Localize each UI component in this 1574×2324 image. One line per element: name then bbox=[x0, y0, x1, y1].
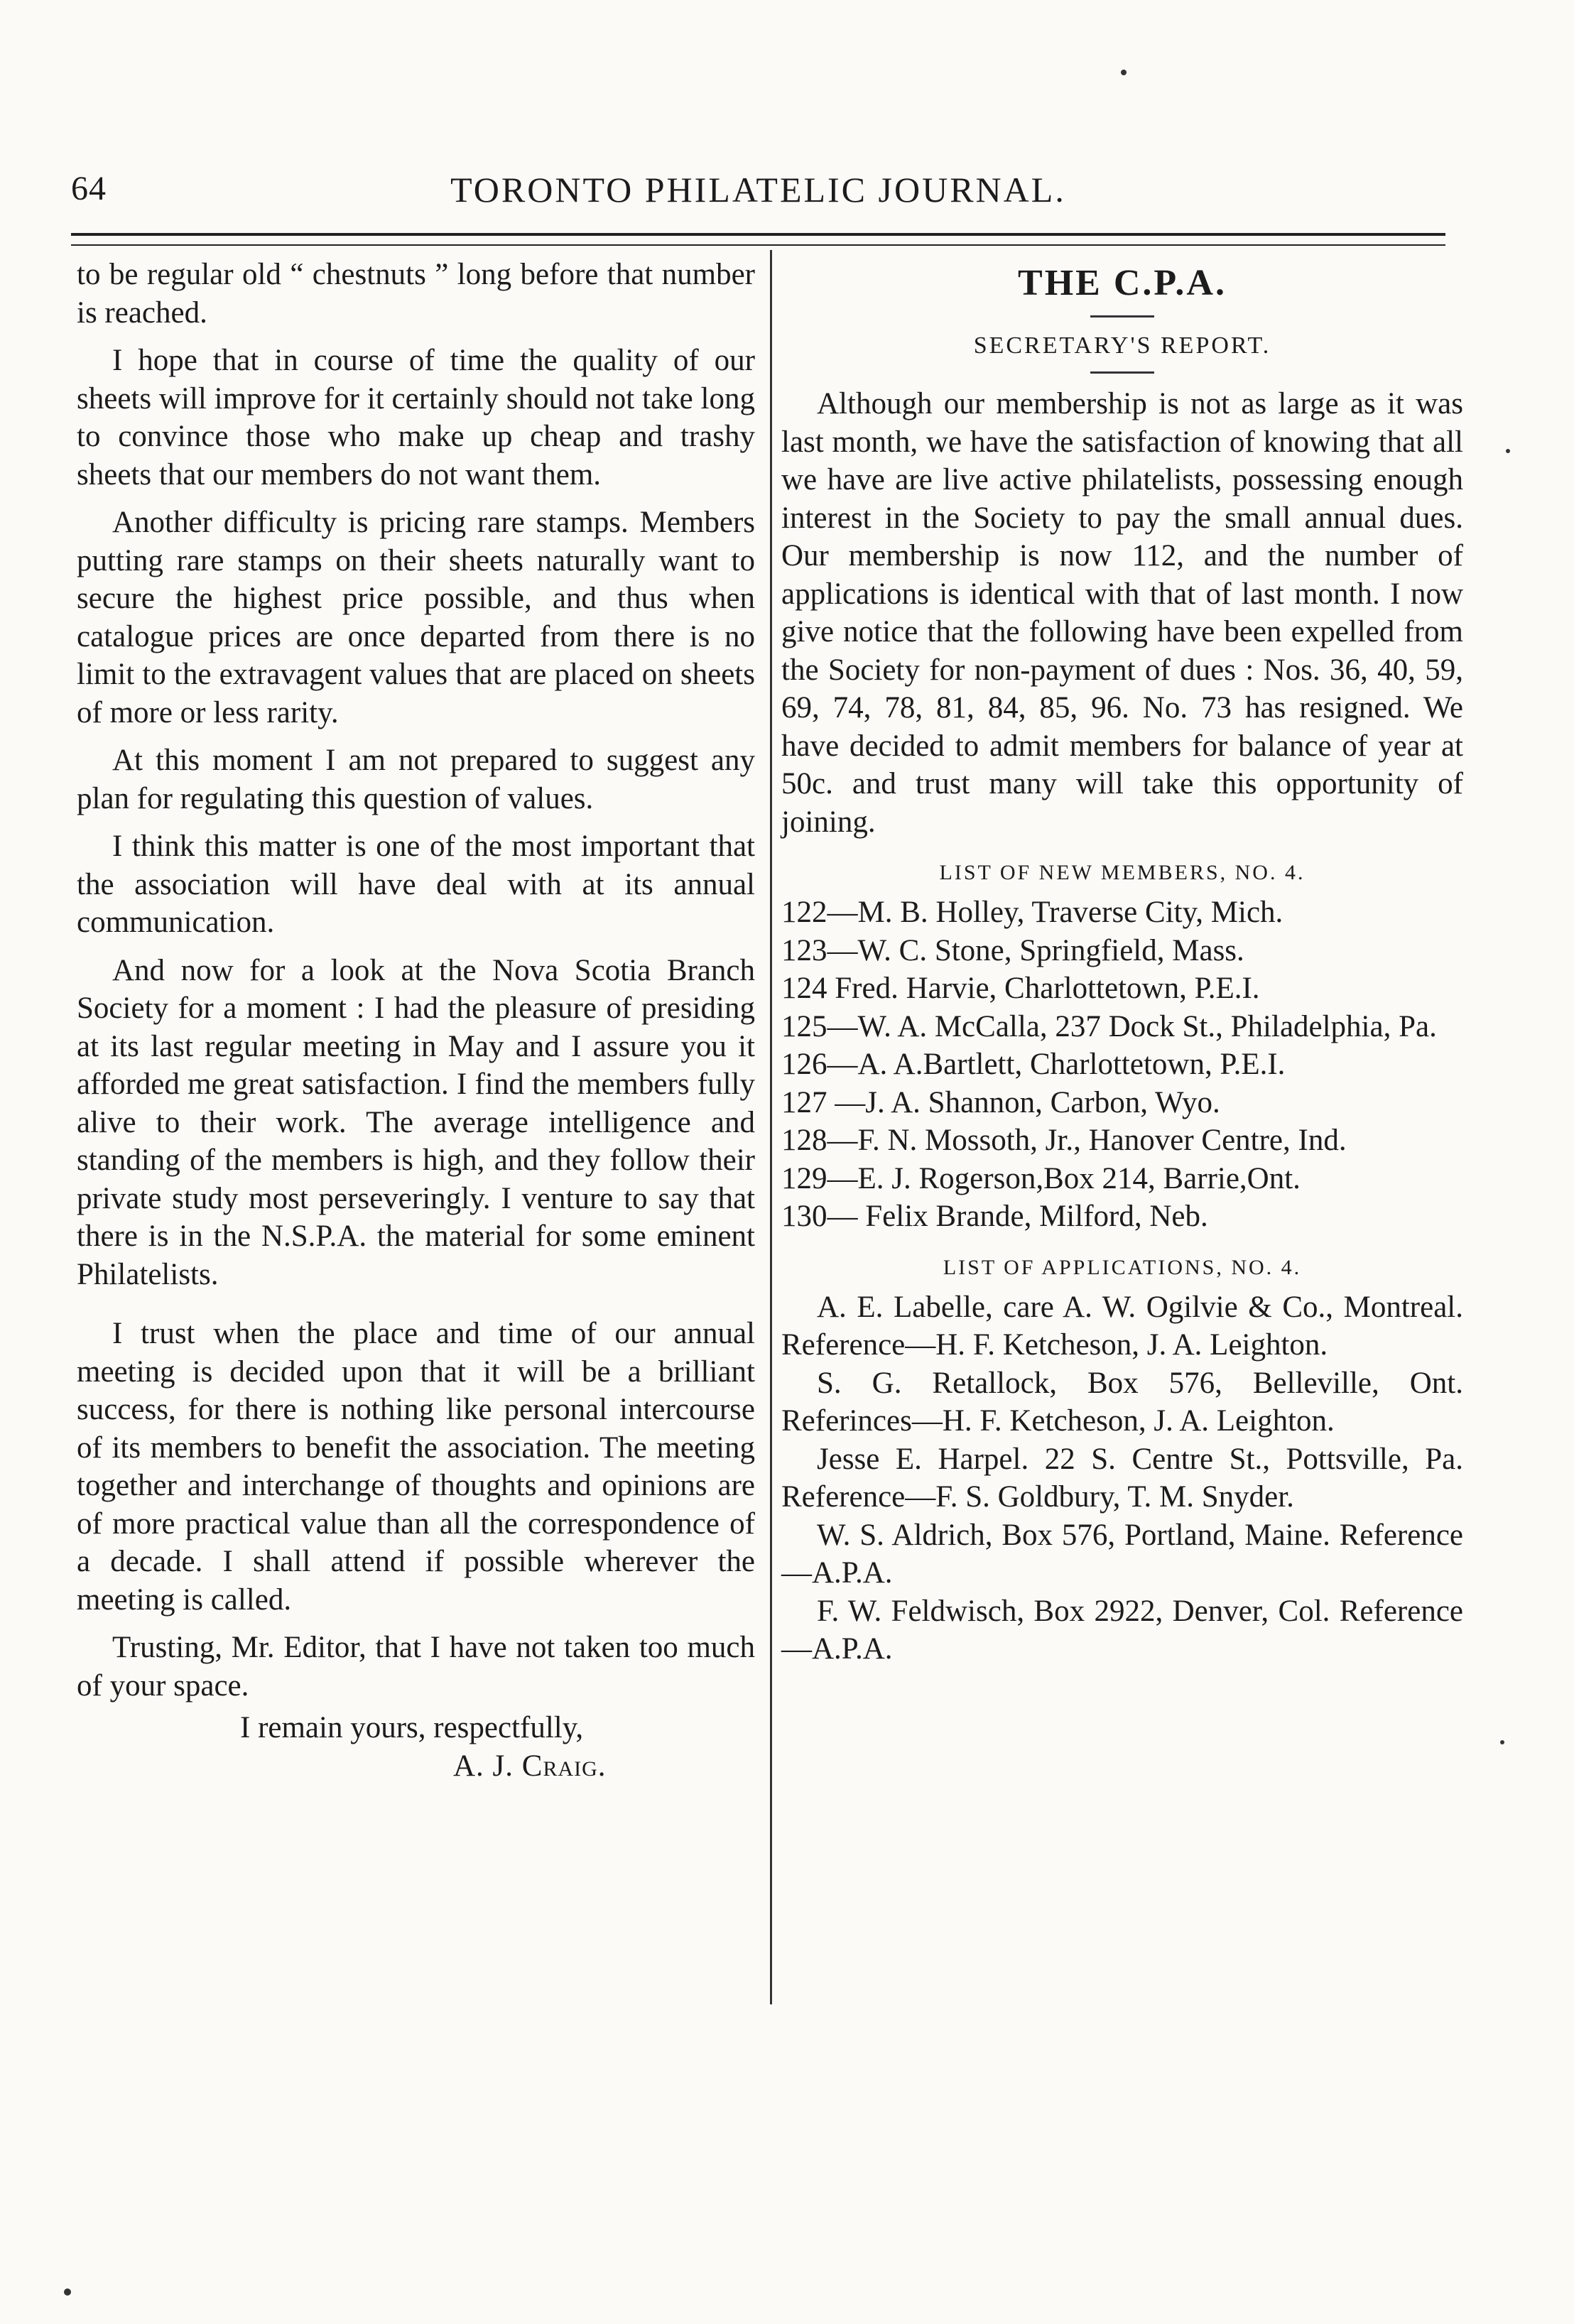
secretary-report: Although our membership is not as large as it was last month, we have the satisfaction of knowing that all we have are live active philatelists, possessing enough interest in the Society to pay the small annual dues. Our membership is now 112, and the number of applications is identical with that of last month. I now give notice that the following have been expelled from the Society for non-payment of dues : Nos. 36, 40, 59, 69, 74, 78, 81, 84, 85, 96. No. 73 has resigned. We have decided to admit members for balance of year at 50c. and trust many will take this opportunity of joining. bbox=[781, 387, 1463, 839]
list-item: W. S. Aldrich, Box 576, Portland, Maine. Reference—A.P.A. bbox=[781, 1518, 1463, 1590]
column-divider bbox=[770, 250, 772, 2004]
section-title: THE C.P.A. bbox=[1018, 263, 1227, 303]
list-item: A. E. Labelle, care A. W. Ogilvie & Co., Montreal. Reference—H. F. Ketcheson, J. A. Leighton. bbox=[781, 1290, 1463, 1362]
letter-closing: I remain yours, respectfully, bbox=[240, 1711, 584, 1744]
left-column bbox=[77, 256, 755, 1785]
right-column bbox=[781, 256, 1463, 1668]
letter-signature: A. J. Craig. bbox=[453, 1749, 607, 1783]
paragraph: I trust when the place and time of our annual meeting is decided upon that it will be a brilliant success, for there is nothing like personal intercourse of its members to benefit the association. The meeting together and interchange of thoughts and opinions are of more practical value than all the correspondence of a decade. I shall attend if possible wherever the meeting is called. bbox=[77, 1317, 755, 1617]
paragraph: I think this matter is one of the most important that the association will have deal with at its annual communication. bbox=[77, 830, 755, 939]
subtitle-rule bbox=[1090, 371, 1154, 374]
list-item: 122—M. B. Holley, Traverse City, Mich. bbox=[781, 896, 1283, 929]
page-number: 64 bbox=[71, 170, 107, 207]
applications-heading: LIST OF APPLICATIONS, NO. 4. bbox=[943, 1255, 1302, 1279]
page-header bbox=[71, 169, 1445, 219]
paragraph: At this moment I am not prepared to suggest any plan for regulating this question of values. bbox=[77, 744, 755, 815]
section-subtitle: SECRETARY'S REPORT. bbox=[973, 332, 1271, 359]
title-rule bbox=[1090, 315, 1154, 317]
paragraph: I hope that in course of time the quality of our sheets will improve for it certainly should not take long to convince those who make up cheap and trashy sheets that our members do not want them. bbox=[77, 344, 755, 492]
list-item: 125—W. A. McCalla, 237 Dock St., Philadelphia, Pa. bbox=[781, 1009, 1437, 1043]
paragraph: And now for a look at the Nova Scotia Branch Society for a moment : I had the pleasure of presiding at its last regular meeting in May and I assure you it afforded me great satisfaction. I find the members fully alive to their work. The average intelligence and standing of the members is high, and they follow their private study most perseveringly. I venture to say that there is in the N.S.P.A. the material for some eminent Philatelists. bbox=[77, 953, 755, 1291]
list-item: S. G. Retallock, Box 576, Belleville, Ont. Referinces—H. F. Ketcheson, J. A. Leighton. bbox=[781, 1366, 1463, 1438]
new-members-list bbox=[781, 894, 1463, 1236]
list-item: Jesse E. Harpel. 22 S. Centre St., Pottsville, Pa. Reference—F. S. Goldbury, T. M. Snyder. bbox=[781, 1442, 1463, 1514]
scan-speck bbox=[64, 2288, 71, 2296]
list-item: 123—W. C. Stone, Springfield, Mass. bbox=[781, 933, 1244, 967]
new-members-heading: LIST OF NEW MEMBERS, NO. 4. bbox=[939, 861, 1306, 884]
header-double-rule bbox=[71, 233, 1445, 246]
list-item: 124 Fred. Harvie, Charlottetown, P.E.I. bbox=[781, 972, 1260, 1005]
paragraph: Trusting, Mr. Editor, that I have not taken too much of your space. bbox=[77, 1631, 755, 1703]
scan-speck bbox=[1121, 70, 1127, 75]
scan-speck bbox=[1506, 449, 1510, 453]
paragraph: Another difficulty is pricing rare stamps. Members putting rare stamps on their sheets naturally want to secure the highest price possible, and thus when catalogue prices are once departed from there is no limit to the extravagent values that are placed on sheets of more or less rarity. bbox=[77, 506, 755, 729]
paragraph: to be regular old “ chestnuts ” long before that number is reached. bbox=[77, 258, 755, 330]
running-head: TORONTO PHILATELIC JOURNAL. bbox=[450, 170, 1066, 210]
list-item: 127 —J. A. Shannon, Carbon, Wyo. bbox=[781, 1085, 1220, 1119]
list-item: 126—A. A.Bartlett, Charlottetown, P.E.I. bbox=[781, 1048, 1286, 1081]
list-item: F. W. Feldwisch, Box 2922, Denver, Col. Reference—A.P.A. bbox=[781, 1594, 1463, 1666]
list-item: 128—F. N. Mossoth, Jr., Hanover Centre, Ind. bbox=[781, 1124, 1347, 1157]
list-item: 130— Felix Brande, Milford, Neb. bbox=[781, 1200, 1208, 1233]
list-item: 129—E. J. Rogerson,Box 214, Barrie,Ont. bbox=[781, 1161, 1301, 1195]
scan-speck bbox=[1500, 1740, 1504, 1744]
applications-list bbox=[781, 1288, 1463, 1668]
